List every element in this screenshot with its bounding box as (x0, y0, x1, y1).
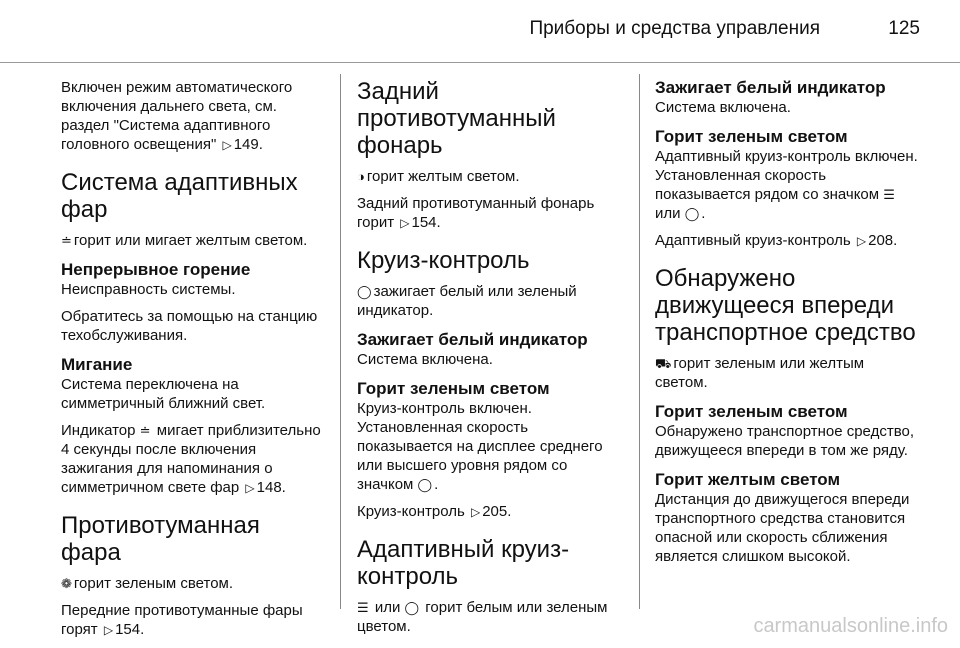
column-1: Включен режим автоматического включения дальнего света, см. раздел "Система адаптивного головного освещения" ▷ 149. Система адаптивных фар ≐ горит или мигает желтым светом. Непрерывное горение Неисправность системы. Обратитесь за помощью на станцию техобслуживания. Мигание Система переключена на симметричный ближний свет. Индикатор ≐ мигает приблизительно 4 секунды после включения зажигания для напоминания о симметричном свете фар ▷ 148. Противотуманная фара ❁ горит зеленым светом. Передние противотуманные фары горят ▷ 154. (61, 78, 326, 648)
reference-arrow-icon: ▷ (222, 138, 232, 152)
subsection-heading: Горит зеленым светом (655, 402, 848, 421)
column-divider (639, 74, 640, 609)
page-number: 125 (888, 18, 920, 39)
subsection-heading: Горит зеленым светом (655, 127, 848, 146)
reference-arrow-icon: ▷ (470, 505, 481, 519)
column-2: Задний противотуманный фонарь ◑ горит желтым светом. Задний противотуманный фонарь горит ▷ 154. Круиз-контроль ◯ зажигает белый или зеленый индикатор. Зажигает белый индикатор Система включена. Горит зеленым светом Круиз-контроль включен. Установленная скорость показывается на дисплее среднего или высшего уровня рядом со значком ◯ . Круиз-контроль ▷ 205. Адаптивный круиз-контроль ☰ или ◯ горит белым или зеленым цветом. (357, 78, 622, 644)
section-heading: Задний противотуманный фонарь (357, 78, 556, 159)
cruise-control-icon: ◯ (357, 284, 372, 299)
intro-paragraph: Включен режим автоматического включения дальнего света, см. раздел "Система адаптивного головного освещения" ▷ 149. (61, 79, 293, 153)
section-heading: Система адаптивных фар (61, 169, 298, 223)
reference-arrow-icon: ▷ (245, 481, 255, 495)
adaptive-cruise-icon: ☰ (357, 600, 369, 615)
column-divider (340, 74, 341, 609)
reference-arrow-icon: ▷ (400, 216, 410, 230)
reference-arrow-icon: ▷ (856, 234, 867, 248)
cruise-control-icon: ◯ (404, 600, 420, 615)
page-reference-link[interactable]: 208. (868, 232, 898, 249)
section-heading: Круиз-контроль (357, 247, 530, 274)
vehicle-ahead-icon: ⛟ (655, 356, 672, 371)
subsection-heading: Горит желтым светом (655, 470, 841, 489)
page-reference-link[interactable]: 154. (411, 214, 441, 231)
cruise-control-icon: ◯ (684, 206, 700, 221)
header-title: Приборы и средства управления (529, 18, 820, 39)
front-fog-light-icon: ❁ (61, 576, 72, 591)
afl-warning-icon: ≐ (61, 233, 72, 248)
column-3: Зажигает белый индикатор Система включена. Горит зеленым светом Адаптивный круиз-контроль включен. Установленная скорость показывается рядом со значком ☰ или ◯ . Адаптивный круиз-контроль ▷ 208. Обнаружено движущееся впереди транспортное средство ⛟ горит зеленым или желтым светом. Горит зеленым светом Обнаружено транспортное средство, движущееся впереди в том же ряду. Горит желтым светом Дистанция до движущегося впереди транспортного средства становится опасной или скорость сближения является слишком высокой. (655, 78, 920, 574)
watermark: carmanualsonline.info (753, 615, 948, 637)
cruise-control-icon: ◯ (417, 477, 433, 492)
page-header (0, 0, 960, 62)
subsection-heading: Зажигает белый индикатор (357, 330, 588, 349)
section-heading: Противотуманная фара (61, 512, 260, 566)
section-heading: Обнаружено движущееся впереди транспортное средство (655, 265, 916, 346)
rear-fog-light-icon: ◑ (357, 169, 365, 184)
subsection-heading: Непрерывное горение (61, 260, 251, 279)
page-reference-link[interactable]: 148. (256, 479, 286, 496)
page-reference-link[interactable]: 149. (233, 136, 263, 153)
afl-warning-icon: ≐ (139, 423, 151, 438)
page-reference-link[interactable]: 154. (115, 621, 145, 638)
subsection-heading: Мигание (61, 355, 133, 374)
page-reference-link[interactable]: 205. (482, 503, 512, 520)
subsection-heading: Зажигает белый индикатор (655, 78, 886, 97)
reference-arrow-icon: ▷ (103, 623, 114, 637)
header-rule (0, 62, 960, 63)
adaptive-cruise-icon: ☰ (883, 187, 895, 202)
section-heading: Адаптивный круиз-контроль (357, 536, 570, 590)
subsection-heading: Горит зеленым светом (357, 379, 550, 398)
